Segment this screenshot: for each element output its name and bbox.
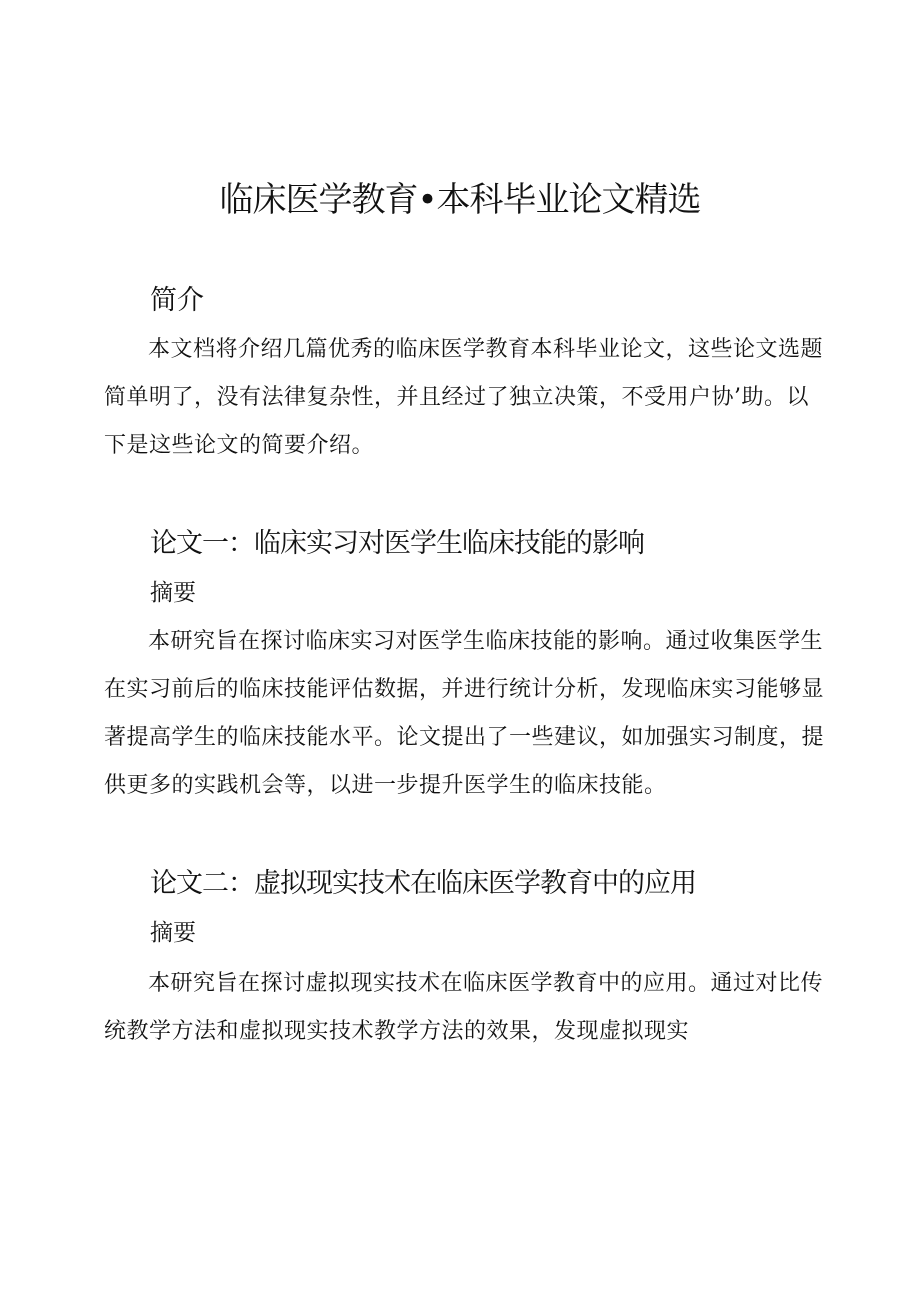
paper-1-abstract: 本研究旨在探讨临床实习对医学生临床技能的影响。通过收集医学生在实习前后的临床技能评估数据，并进行统计分析，发现临床实习能够显著提高学生的临床技能水平。论文提出了一些建议，如加强实习制度，提供更多的实践机会等，以进一步提升医学生的临床技能。 <box>104 629 825 798</box>
intro-paragraph: 本文档将介绍几篇优秀的临床医学教育本科毕业论文，这些论文选题简单明了，没有法律复杂性，并且经过了独立决策，不受用户协’助。以下是这些论文的简要介绍。 <box>104 337 824 458</box>
paper-2-abstract: 本研究旨在探讨虚拟现实技术在临床医学教育中的应用。通过对比传统教学方法和虚拟现实技术教学方法的效果，发现虚拟现实 <box>104 971 824 1044</box>
paper-1-abstract-label: 摘要 <box>150 580 196 606</box>
paper-2-heading: 论文二：虚拟现实技术在临床医学教育中的应用 <box>150 868 696 899</box>
intro-heading: 简介 <box>150 285 204 316</box>
document-title: 临床医学教育•本科毕业论文精选 <box>219 180 701 220</box>
paper-2-abstract-label: 摘要 <box>150 920 196 946</box>
paper-1-heading: 论文一：临床实习对医学生临床技能的影响 <box>150 528 644 559</box>
